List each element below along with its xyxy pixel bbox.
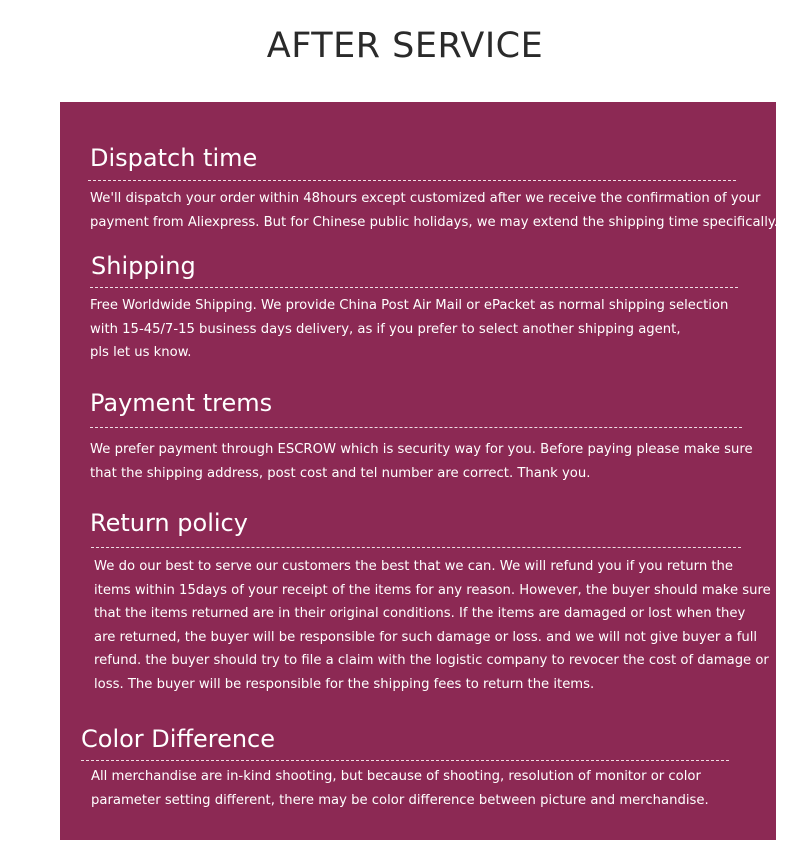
- section-shipping: [91, 252, 738, 365]
- section-return-policy: [90, 509, 771, 696]
- body-line: payment from Aliexpress. But for Chinese public holidays, we may extend the shipping time specifically.: [90, 214, 778, 230]
- section-heading: Payment trems: [90, 389, 273, 417]
- section-body: [90, 187, 778, 234]
- body-line: We do our best to serve our customers the best that we can. We will refund you if you return the: [94, 559, 734, 574]
- body-line: that the shipping address, post cost and tel number are correct. Thank you.: [90, 465, 591, 481]
- body-line: Free Worldwide Shipping. We provide China Post Air Mail or ePacket as normal shipping selection: [90, 298, 729, 313]
- section-body: [90, 438, 753, 485]
- section-divider: [90, 427, 742, 428]
- section-divider: [81, 760, 729, 761]
- body-line: We prefer payment through ESCROW which is security way for you. Before paying please make sure: [90, 442, 753, 457]
- page-title: AFTER SERVICE: [266, 26, 544, 66]
- section-body: [90, 294, 738, 365]
- body-line: are returned, the buyer will be responsible for such damage or loss. and we will not give buyer a full: [94, 629, 758, 645]
- body-line: items within 15days of your receipt of the items for any reason. However, the buyer should make sure: [94, 582, 771, 598]
- section-payment-terms: [90, 389, 753, 485]
- body-line: refund. the buyer should try to file a claim with the logistic company to revocer the cost of damage or: [94, 653, 769, 668]
- section-body: [91, 765, 729, 812]
- section-dispatch-time: [90, 144, 778, 234]
- body-line: that the items returned are in their original conditions. If the items are damaged or lost when they: [94, 606, 746, 621]
- body-line: pls let us know.: [90, 345, 192, 360]
- section-heading: Color Difference: [81, 725, 276, 753]
- after-service-panel: [60, 102, 776, 840]
- section-color-difference: [81, 725, 729, 812]
- section-divider: [91, 547, 741, 548]
- body-line: parameter setting different, there may be color difference between picture and merchandise.: [91, 792, 709, 808]
- body-line: with 15-45/7-15 business days delivery, as if you prefer to select another shipping agent,: [90, 321, 681, 337]
- body-line: All merchandise are in-kind shooting, but because of shooting, resolution of monitor or color: [91, 769, 701, 784]
- section-body: [94, 555, 771, 696]
- section-heading: Dispatch time: [90, 144, 258, 172]
- body-line: loss. The buyer will be responsible for the shipping fees to return the items.: [94, 676, 595, 692]
- section-divider: [88, 180, 736, 181]
- section-heading: Shipping: [91, 252, 196, 280]
- section-divider: [90, 287, 738, 288]
- body-line: We'll dispatch your order within 48hours except customized after we receive the confirmation of your: [90, 191, 761, 206]
- section-heading: Return policy: [90, 509, 248, 537]
